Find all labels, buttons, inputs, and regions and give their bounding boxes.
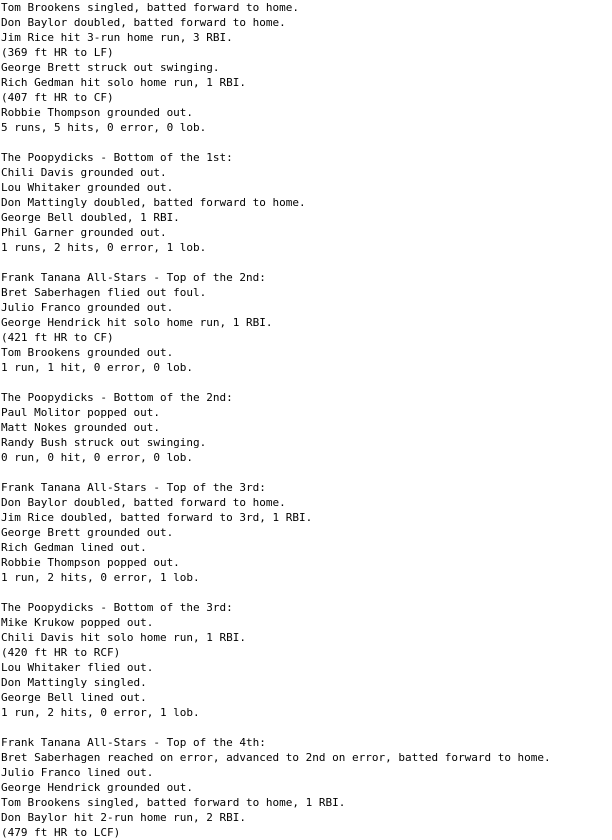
play-line: Chili Davis hit solo home run, 1 RBI. xyxy=(1,631,247,644)
play-line: Tom Brookens singled, batted forward to home. xyxy=(1,1,300,14)
home-run-distance: (421 ft HR to CF) xyxy=(1,331,114,344)
inning-header: Frank Tanana All-Stars - Top of the 4th: xyxy=(1,736,266,749)
inning-header: Frank Tanana All-Stars - Top of the 3rd: xyxy=(1,481,266,494)
play-line: Rich Gedman lined out. xyxy=(1,541,147,554)
play-line: Don Mattingly singled. xyxy=(1,676,147,689)
play-line: Don Mattingly doubled, batted forward to home. xyxy=(1,196,306,209)
inning-header: The Poopydicks - Bottom of the 1st: xyxy=(1,151,233,164)
play-line: Chili Davis grounded out. xyxy=(1,166,167,179)
blank-line xyxy=(1,255,551,270)
play-line: Jim Rice hit 3-run home run, 3 RBI. xyxy=(1,31,233,44)
inning-summary: 1 runs, 2 hits, 0 error, 1 lob. xyxy=(1,241,207,254)
blank-line xyxy=(1,720,551,735)
play-line: Bret Saberhagen flied out foul. xyxy=(1,286,207,299)
inning-header: The Poopydicks - Bottom of the 3rd: xyxy=(1,601,233,614)
play-line: Lou Whitaker grounded out. xyxy=(1,181,174,194)
play-line: Julio Franco lined out. xyxy=(1,766,154,779)
blank-line xyxy=(1,585,551,600)
play-line: Julio Franco grounded out. xyxy=(1,301,174,314)
play-line: Tom Brookens singled, batted forward to home, 1 RBI. xyxy=(1,796,346,809)
play-line: Don Baylor hit 2-run home run, 2 RBI. xyxy=(1,811,247,824)
inning-summary: 0 run, 0 hit, 0 error, 0 lob. xyxy=(1,451,194,464)
home-run-distance: (407 ft HR to CF) xyxy=(1,91,114,104)
play-line: Randy Bush struck out swinging. xyxy=(1,436,207,449)
inning-summary: 5 runs, 5 hits, 0 error, 0 lob. xyxy=(1,121,207,134)
inning-summary: 1 run, 1 hit, 0 error, 0 lob. xyxy=(1,361,194,374)
inning-summary: 1 run, 2 hits, 0 error, 1 lob. xyxy=(1,571,200,584)
play-line: Robbie Thompson grounded out. xyxy=(1,106,194,119)
play-line: George Bell doubled, 1 RBI. xyxy=(1,211,180,224)
blank-line xyxy=(1,375,551,390)
play-line: Don Baylor doubled, batted forward to home. xyxy=(1,16,286,29)
play-line: Lou Whitaker flied out. xyxy=(1,661,154,674)
play-line: Phil Garner grounded out. xyxy=(1,226,167,239)
inning-header: The Poopydicks - Bottom of the 2nd: xyxy=(1,391,233,404)
inning-header: Frank Tanana All-Stars - Top of the 2nd: xyxy=(1,271,266,284)
play-line: Tom Brookens grounded out. xyxy=(1,346,174,359)
play-line: George Brett grounded out. xyxy=(1,526,174,539)
blank-line xyxy=(1,465,551,480)
play-line: Matt Nokes grounded out. xyxy=(1,421,160,434)
play-line: Rich Gedman hit solo home run, 1 RBI. xyxy=(1,76,247,89)
home-run-distance: (369 ft HR to LF) xyxy=(1,46,114,59)
home-run-distance: (420 ft HR to RCF) xyxy=(1,646,121,659)
play-line: Robbie Thompson popped out. xyxy=(1,556,180,569)
play-line: George Brett struck out swinging. xyxy=(1,61,220,74)
play-line: Mike Krukow popped out. xyxy=(1,616,154,629)
play-line: George Bell lined out. xyxy=(1,691,147,704)
play-line: George Hendrick hit solo home run, 1 RBI. xyxy=(1,316,273,329)
play-line: Paul Molitor popped out. xyxy=(1,406,160,419)
home-run-distance: (479 ft HR to LCF) xyxy=(1,826,121,839)
play-by-play-log xyxy=(1,0,551,840)
play-line: Jim Rice doubled, batted forward to 3rd, 1 RBI. xyxy=(1,511,313,524)
inning-summary: 1 run, 2 hits, 0 error, 1 lob. xyxy=(1,706,200,719)
play-line: Don Baylor doubled, batted forward to home. xyxy=(1,496,286,509)
play-line: Bret Saberhagen reached on error, advanced to 2nd on error, batted forward to home. xyxy=(1,751,551,764)
blank-line xyxy=(1,135,551,150)
play-line: George Hendrick grounded out. xyxy=(1,781,194,794)
